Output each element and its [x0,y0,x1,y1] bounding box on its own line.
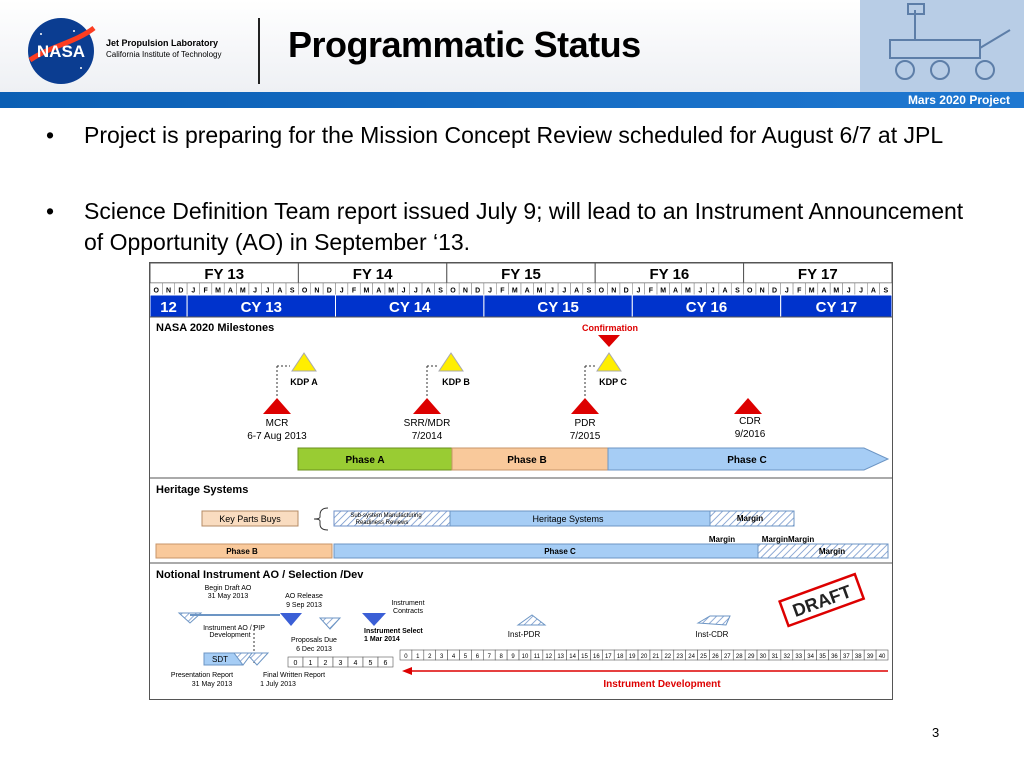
month-label: J [784,287,789,295]
month-label: N [759,287,765,295]
counter-label: 0 [293,660,298,667]
project-label: Mars 2020 Project [907,93,1010,107]
month-label: J [846,287,851,295]
month-label: J [562,287,567,295]
inst-cdr-marker [698,616,730,625]
counter-label: 11 [533,654,540,660]
dev-arrow-head [402,667,412,675]
month-label: M [660,287,667,295]
month-label: M [685,287,691,295]
month-label: M [215,287,221,295]
ao-release-date: 9 Sep 2013 [286,602,322,609]
small-counter [288,657,393,667]
counter-label: 6 [383,660,388,667]
month-label: J [549,287,554,295]
margin-label-2: MarginMargin [761,535,815,544]
month-label: S [735,287,740,295]
month-label: N [314,287,320,295]
month-label: N [166,287,172,295]
title-divider [258,18,260,84]
month-label: S [438,287,443,295]
draft-stamp-text: DRAFT [789,581,855,621]
month-label: A [673,287,679,295]
counter-label: 4 [451,654,456,660]
ao-pip-label-1: Instrument AO / PIP [203,625,265,632]
ao-pip-label-2: Development [209,632,251,639]
counter-label: 15 [581,654,588,660]
counter-label: 22 [664,654,672,660]
ao-release-marker [280,613,302,626]
phase-b-label: Phase B [507,455,547,466]
month-label: F [500,287,505,295]
begin-draft-date: 31 May 2013 [207,593,249,600]
month-label: M [363,287,370,295]
counter-label: 1 [416,654,420,660]
month-label: J [191,287,196,295]
counter-label: 38 [854,654,862,660]
cdr-marker [734,398,762,414]
month-label: A [425,287,431,295]
phase-b-heritage-label: Phase B [226,547,258,556]
month-label: N [611,287,617,295]
month-label: A [821,287,827,295]
month-label: F [797,287,802,295]
month-label: D [178,287,184,295]
cy-label: CY 14 [388,299,431,316]
counter-label: 12 [545,654,553,660]
month-label: D [623,287,629,295]
month-label: S [586,287,592,295]
counter-label: 35 [819,654,826,660]
key-parts-label: Key Parts Buys [219,514,281,524]
month-label: J [253,287,258,295]
proposals-due-label: Proposals Due [291,637,337,644]
phase-c-label: Phase C [727,455,767,466]
inst-pdr-marker [518,615,545,625]
kdp-c-label: KDP C [599,377,627,387]
fy-label: FY 15 [501,266,541,283]
counter-label: 39 [866,654,874,660]
subsystem-label-2: Readiness Reviews [355,520,409,526]
month-label: S [289,287,295,295]
counter-label: 19 [628,654,636,660]
kdp-b-marker [439,353,463,371]
final-report-date: 1 July 2013 [260,681,296,688]
proposals-due-date: 6 Dec 2013 [296,646,332,653]
month-label: J [413,287,418,295]
org-subname: California Institute of Technology [106,50,222,59]
month-label: O [747,287,753,295]
counter-label: 4 [353,660,358,667]
counter-label: 21 [652,654,660,660]
counter-label: 3 [338,660,343,667]
instrument-development-label: Instrument Development [603,679,721,690]
mcr-date: 6-7 Aug 2013 [247,431,307,442]
month-label: M [808,287,815,295]
margin-label-1: Margin [708,535,736,544]
milestone-mcr [247,353,318,442]
pdr-marker [571,398,599,414]
margin-heritage-label: Margin [818,547,846,556]
kdp-c-marker [597,353,621,371]
begin-draft-label: Begin Draft AO [204,585,252,592]
month-label: M [833,287,840,295]
rover-image [860,0,1024,92]
heritage-margin-label: Margin [736,514,764,523]
counter-label: 28 [735,654,743,660]
cy-label: CY 13 [240,299,283,316]
bullet-1-text: Project is preparing for the Mission Concept Review scheduled for August 6/7 at JPL [84,122,944,148]
sdt-label: SDT [212,655,228,664]
instrument-select-label: Instrument Select [364,628,423,635]
phase-c-heritage-label: Phase C [544,547,576,556]
counter-label: 24 [688,654,695,660]
counter-label: 3 [439,654,444,660]
kdp-a-marker [292,353,316,371]
confirmation-label: Confirmation [582,323,638,333]
counter-label: 26 [712,654,719,660]
counter-label: 5 [368,660,373,667]
srr-date: 7/2014 [411,431,443,442]
instrument-title: Notional Instrument AO / Selection /Dev [156,569,364,581]
schedule-chart [149,262,893,700]
month-label: J [488,287,493,295]
pdr-date: 7/2015 [569,431,601,442]
cdr-date: 9/2016 [734,429,766,440]
month-label: O [450,287,456,295]
counter-label: 40 [878,654,886,660]
heritage-systems-label: Heritage Systems [532,514,604,524]
presentation-report-label: Presentation Report [170,672,234,679]
bullet-2-text: Science Definition Team report issued July 9; will lead to an Instrument Announcement of Opportunity (AO) in September ‘13. [84,198,964,255]
month-label: J [636,287,641,295]
inst-pdr-label: Inst-PDR [507,630,541,639]
month-label: O [301,287,308,295]
subsystem-label-1: Sub-system Manufacturing [350,513,422,519]
month-label: F [203,287,208,295]
month-label: A [227,287,233,295]
counter-label: 31 [771,654,779,660]
counter-label: 17 [604,654,612,660]
counter-label: 16 [593,654,600,660]
month-label: M [536,287,543,295]
cdr-label: CDR [739,416,761,427]
page-title: Programmatic Status [288,24,641,65]
milestone-srr [404,353,471,442]
counter-label: 9 [511,654,515,660]
counter-label: 2 [428,654,432,660]
month-label: A [277,287,283,295]
contracts-label-2: Contracts [393,608,423,615]
counter-label: 6 [475,654,480,660]
month-label: A [574,287,580,295]
counter-label: 37 [842,654,850,660]
month-label: A [524,287,530,295]
draft-stamp [780,574,864,626]
month-label: J [698,287,703,295]
instrument-select-marker [362,613,386,626]
mcr-label: MCR [265,418,289,429]
counter-label: 29 [747,654,755,660]
title-bar [0,92,1024,108]
org-name: Jet Propulsion Laboratory [106,38,219,48]
cy-label: 12 [160,299,177,316]
ao-release-label: AO Release [285,593,323,600]
schedule-svg [150,263,892,699]
page-number: 3 [932,725,940,740]
contracts-label-1: Instrument [391,600,425,607]
month-label: D [475,287,481,295]
counter-label: 34 [807,654,814,660]
mcr-marker [263,398,291,414]
month-label: J [859,287,864,295]
month-label: J [401,287,406,295]
large-counter [400,650,888,660]
month-label: J [265,287,270,295]
confirmation-marker [598,335,620,347]
month-label: F [351,287,357,295]
month-label: A [870,287,876,295]
month-label: D [771,287,778,295]
fy-label: FY 17 [797,266,838,283]
counter-label: 14 [569,654,576,660]
kdp-a-label: KDP A [290,377,318,387]
srr-label: SRR/MDR [403,418,451,429]
counter-label: 30 [759,654,767,660]
month-label: J [710,287,715,295]
month-label: S [883,287,889,295]
counter-label: 32 [783,654,791,660]
counter-label: 33 [795,654,803,660]
month-label: F [648,287,653,295]
counter-label: 8 [499,654,503,660]
heritage-title: Heritage Systems [156,484,249,496]
pdr-label: PDR [574,418,596,429]
counter-label: 23 [676,654,684,660]
counter-label: 20 [640,654,648,660]
nasa-logo-text: NASA [36,42,86,61]
milestone-cdr [734,398,766,440]
nasa-logo [26,16,96,86]
milestones-title: NASA 2020 Milestones [156,322,275,334]
month-label: M [511,287,518,295]
bullet-2-dot: • [46,198,55,224]
month-label: J [339,287,344,295]
phase-a-label: Phase A [345,455,385,466]
month-label: A [376,287,382,295]
month-label: A [722,287,728,295]
month-label: M [388,287,395,295]
fy-label: FY 13 [204,266,245,283]
counter-label: 27 [723,654,731,660]
cy-label: CY 17 [815,299,858,316]
fiscal-year-row [150,263,892,283]
counter-label: 5 [463,654,468,660]
fy-label: FY 16 [649,266,690,283]
month-label: M [239,287,246,295]
month-label: D [326,287,332,295]
instrument-select-date: 1 Mar 2014 [364,636,400,643]
counter-label: 0 [404,654,408,660]
proposals-due-marker [320,618,340,629]
counter-label: 13 [557,654,565,660]
month-label: O [153,287,159,295]
counter-label: 25 [700,654,707,660]
month-label: O [598,287,605,295]
counter-label: 2 [323,660,328,667]
srr-marker [413,398,441,414]
inst-cdr-label: Inst-CDR [695,630,729,639]
counter-label: 10 [521,654,529,660]
bullet-1-dot: • [46,122,55,148]
cy-label: CY 16 [685,299,728,316]
counter-label: 36 [831,654,838,660]
month-row [150,283,892,295]
counter-label: 1 [308,660,313,667]
counter-label: 7 [487,654,491,660]
calendar-year-row [150,295,892,317]
month-label: N [462,287,468,295]
final-report-label: Final Written Report [262,672,326,679]
kdp-b-label: KDP B [442,377,470,387]
presentation-report-date: 31 May 2013 [191,681,233,688]
heritage-brace [314,508,328,530]
milestone-pdr [570,353,628,442]
cy-label: CY 15 [537,299,579,316]
fy-label: FY 14 [352,266,393,283]
counter-label: 18 [616,654,624,660]
